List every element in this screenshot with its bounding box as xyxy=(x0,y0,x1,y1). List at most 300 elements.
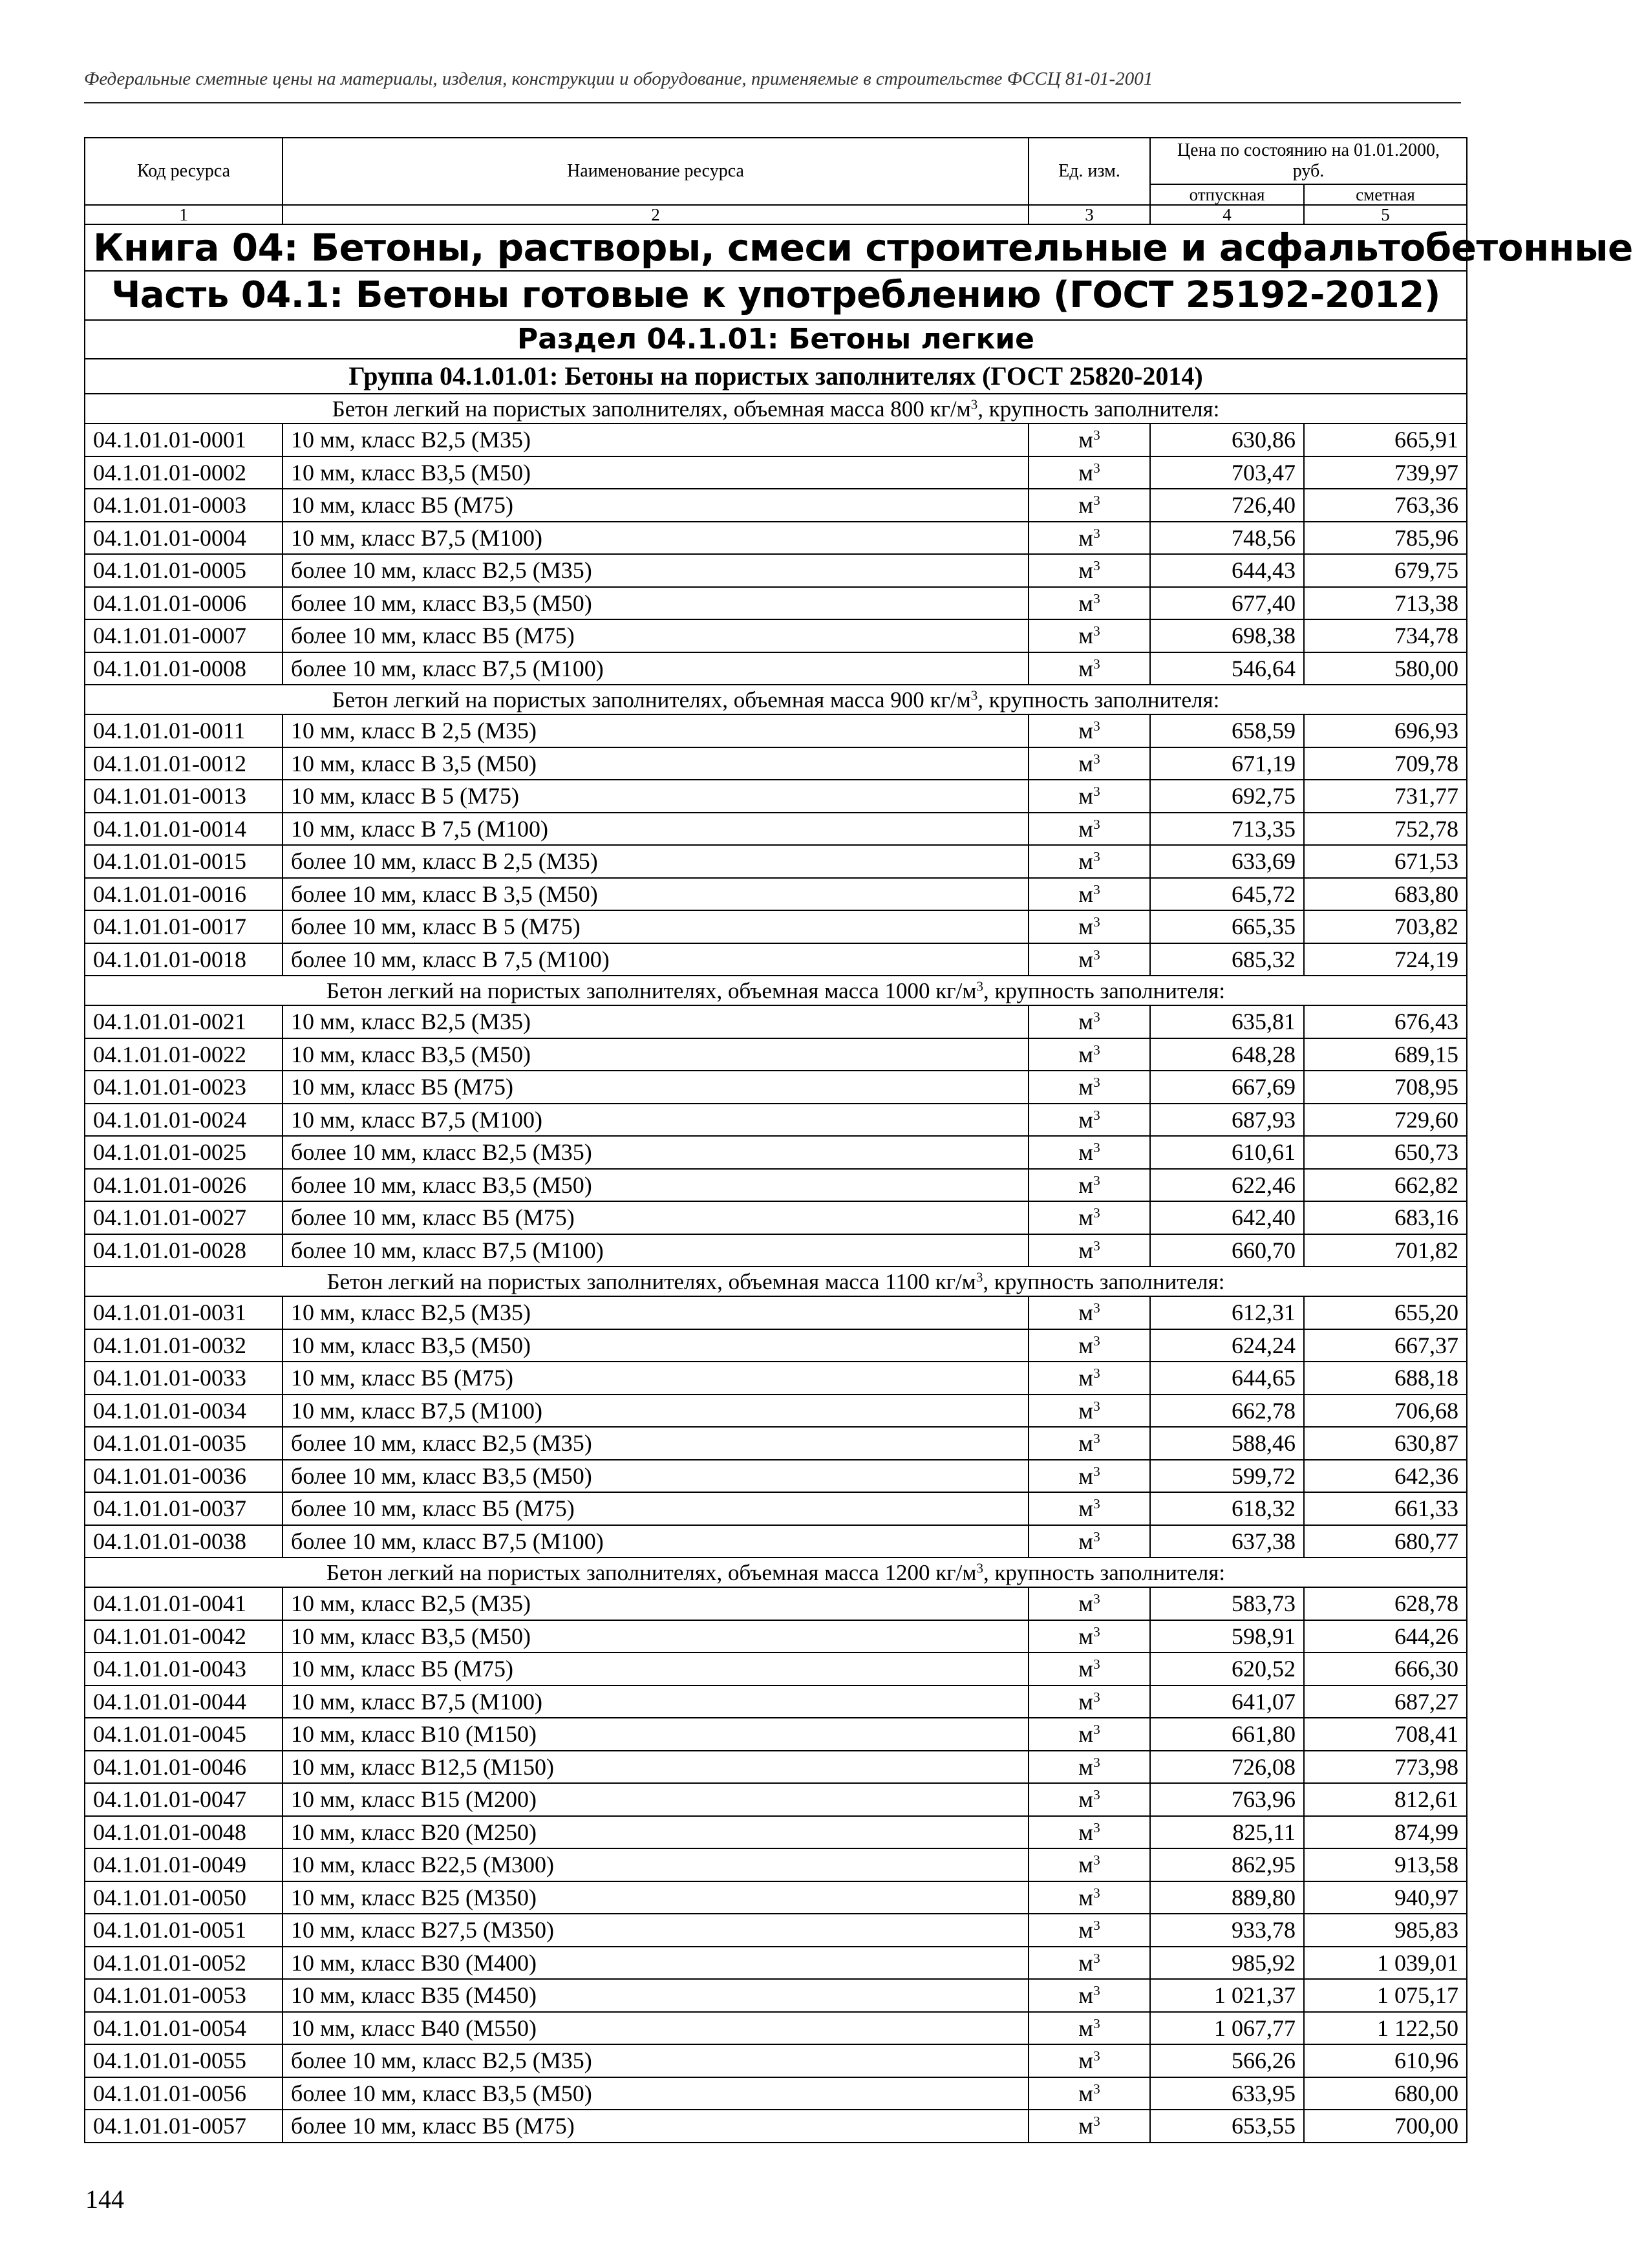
table-row xyxy=(85,2044,1467,2077)
release-price: 648,28 xyxy=(1150,1038,1304,1071)
resource-unit xyxy=(1029,1329,1150,1362)
unit-exponent: 3 xyxy=(1093,1787,1100,1803)
resource-name: 10 мм, класс В10 (М150) xyxy=(283,1718,1029,1751)
release-price: 685,32 xyxy=(1150,943,1304,976)
resource-name: 10 мм, класс В2,5 (М35) xyxy=(283,423,1029,456)
unit-exponent: 3 xyxy=(1093,1398,1100,1414)
release-price: 726,08 xyxy=(1150,1751,1304,1784)
table-row xyxy=(85,1783,1467,1816)
resource-name: 10 мм, класс В2,5 (М35) xyxy=(283,1005,1029,1038)
estimate-price: 706,68 xyxy=(1304,1395,1467,1428)
resource-code: 04.1.01.01-0047 xyxy=(85,1783,283,1816)
estimate-price: 687,27 xyxy=(1304,1685,1467,1718)
resource-name: 10 мм, класс В 7,5 (М100) xyxy=(283,813,1029,846)
resource-unit xyxy=(1029,1685,1150,1718)
resource-name: 10 мм, класс В25 (М350) xyxy=(283,1881,1029,1914)
release-price: 641,07 xyxy=(1150,1685,1304,1718)
block-heading-exponent: 3 xyxy=(970,687,978,703)
header-rule xyxy=(84,102,1461,103)
release-price: 687,93 xyxy=(1150,1104,1304,1137)
unit-text: м xyxy=(1078,1495,1093,1522)
estimate-price: 662,82 xyxy=(1304,1169,1467,1202)
table-row xyxy=(85,1104,1467,1137)
table-row xyxy=(85,1751,1467,1784)
resource-name: более 10 мм, класс В2,5 (М35) xyxy=(283,2044,1029,2077)
resource-name: 10 мм, класс В 5 (М75) xyxy=(283,780,1029,813)
block-heading-text: Бетон легкий на пористых заполнителях, объемная масса 1100 кг/м xyxy=(326,1268,976,1294)
page-number: 144 xyxy=(85,2185,124,2214)
resource-code: 04.1.01.01-0041 xyxy=(85,1587,283,1620)
resource-name: более 10 мм, класс В5 (М75) xyxy=(283,1201,1029,1234)
unit-text: м xyxy=(1078,1430,1093,1457)
resource-unit xyxy=(1029,2012,1150,2045)
col-header-code: Код ресурса xyxy=(85,138,283,205)
col-header-price: Цена по состоянию на 01.01.2000, руб. xyxy=(1150,138,1467,184)
table-row xyxy=(85,1234,1467,1267)
unit-exponent: 3 xyxy=(1093,1950,1100,1966)
unit-text: м xyxy=(1078,1009,1093,1035)
resource-code: 04.1.01.01-0057 xyxy=(85,2110,283,2143)
unit-text: м xyxy=(1078,750,1093,776)
unit-text: м xyxy=(1078,2113,1093,2139)
unit-text: м xyxy=(1078,1753,1093,1780)
resource-unit xyxy=(1029,1914,1150,1947)
table-row xyxy=(85,652,1467,685)
table-row xyxy=(85,619,1467,652)
unit-text: м xyxy=(1078,1332,1093,1358)
unit-text: м xyxy=(1078,1819,1093,1845)
unit-exponent: 3 xyxy=(1093,947,1100,963)
unit-exponent: 3 xyxy=(1093,1496,1100,1512)
resource-code: 04.1.01.01-0027 xyxy=(85,1201,283,1234)
unit-exponent: 3 xyxy=(1093,1528,1100,1545)
unit-text: м xyxy=(1078,623,1093,649)
resource-name: более 10 мм, класс В3,5 (М50) xyxy=(283,2077,1029,2110)
unit-text: м xyxy=(1078,1462,1093,1489)
column-number: 4 xyxy=(1150,205,1304,224)
resource-unit xyxy=(1029,2077,1150,2110)
resource-unit xyxy=(1029,780,1150,813)
estimate-price: 1 039,01 xyxy=(1304,1947,1467,1980)
resource-name: 10 мм, класс В5 (М75) xyxy=(283,1071,1029,1104)
resource-code: 04.1.01.01-0024 xyxy=(85,1104,283,1137)
release-price: 642,40 xyxy=(1150,1201,1304,1234)
table-row xyxy=(85,1848,1467,1881)
unit-exponent: 3 xyxy=(1093,590,1100,606)
unit-text: м xyxy=(1078,1656,1093,1682)
resource-code: 04.1.01.01-0052 xyxy=(85,1947,283,1980)
resource-unit xyxy=(1029,1751,1150,1784)
release-price: 624,24 xyxy=(1150,1329,1304,1362)
unit-exponent: 3 xyxy=(1093,1656,1100,1673)
unit-exponent: 3 xyxy=(1093,1332,1100,1349)
release-price: 637,38 xyxy=(1150,1525,1304,1558)
resource-name: 10 мм, класс В35 (М450) xyxy=(283,1979,1029,2012)
unit-text: м xyxy=(1078,1171,1093,1198)
release-price: 644,43 xyxy=(1150,554,1304,587)
unit-exponent: 3 xyxy=(1093,1689,1100,1705)
resource-unit xyxy=(1029,1587,1150,1620)
resource-unit xyxy=(1029,1296,1150,1329)
section-title-row xyxy=(85,320,1467,359)
resource-unit xyxy=(1029,943,1150,976)
block-heading-row xyxy=(85,976,1467,1005)
table-row xyxy=(85,456,1467,489)
unit-exponent: 3 xyxy=(1093,1237,1100,1254)
release-price: 633,69 xyxy=(1150,845,1304,878)
unit-text: м xyxy=(1078,492,1093,519)
table-row xyxy=(85,1620,1467,1653)
unit-text: м xyxy=(1078,1041,1093,1067)
unit-exponent: 3 xyxy=(1093,2048,1100,2064)
col-header-estimate: сметная xyxy=(1304,184,1467,205)
unit-exponent: 3 xyxy=(1093,1754,1100,1770)
resource-unit xyxy=(1029,2044,1150,2077)
resource-unit xyxy=(1029,1979,1150,2012)
resource-name: более 10 мм, класс В7,5 (М100) xyxy=(283,1234,1029,1267)
unit-exponent: 3 xyxy=(1093,1107,1100,1123)
resource-name: 10 мм, класс В7,5 (М100) xyxy=(283,1104,1029,1137)
resource-name: 10 мм, класс В7,5 (М100) xyxy=(283,1395,1029,1428)
estimate-price: 667,37 xyxy=(1304,1329,1467,1362)
group-title: Группа 04.1.01.01: Бетоны на пористых заполнителях (ГОСТ 25820-2014) xyxy=(85,359,1467,394)
estimate-price: 940,97 xyxy=(1304,1881,1467,1914)
unit-exponent: 3 xyxy=(1093,2015,1100,2031)
resource-unit xyxy=(1029,1169,1150,1202)
block-heading-row xyxy=(85,685,1467,714)
resource-unit xyxy=(1029,1653,1150,1685)
unit-text: м xyxy=(1078,1917,1093,1943)
table-row xyxy=(85,845,1467,878)
part-title-row xyxy=(85,271,1467,320)
estimate-price: 812,61 xyxy=(1304,1783,1467,1816)
unit-text: м xyxy=(1078,881,1093,907)
resource-unit xyxy=(1029,652,1150,685)
table-row xyxy=(85,2110,1467,2143)
block-heading-suffix: , крупность заполнителя: xyxy=(977,396,1220,422)
resource-code: 04.1.01.01-0026 xyxy=(85,1169,283,1202)
release-price: 1 067,77 xyxy=(1150,2012,1304,2045)
resource-unit xyxy=(1029,1816,1150,1849)
unit-exponent: 3 xyxy=(1093,558,1100,574)
resource-unit xyxy=(1029,619,1150,652)
resource-code: 04.1.01.01-0016 xyxy=(85,878,283,911)
unit-text: м xyxy=(1078,1623,1093,1649)
unit-exponent: 3 xyxy=(1093,1852,1100,1868)
resource-unit xyxy=(1029,1395,1150,1428)
block-heading xyxy=(85,685,1467,714)
resource-code: 04.1.01.01-0002 xyxy=(85,456,283,489)
table-row xyxy=(85,910,1467,943)
estimate-price: 773,98 xyxy=(1304,1751,1467,1784)
resource-unit xyxy=(1029,1005,1150,1038)
unit-exponent: 3 xyxy=(1093,1365,1100,1382)
release-price: 610,61 xyxy=(1150,1136,1304,1169)
release-price: 862,95 xyxy=(1150,1848,1304,1881)
release-price: 726,40 xyxy=(1150,489,1304,522)
resource-code: 04.1.01.01-0023 xyxy=(85,1071,283,1104)
resource-unit xyxy=(1029,714,1150,747)
resource-code: 04.1.01.01-0012 xyxy=(85,747,283,780)
table-row xyxy=(85,1914,1467,1947)
resource-name: более 10 мм, класс В7,5 (М100) xyxy=(283,652,1029,685)
resource-code: 04.1.01.01-0051 xyxy=(85,1914,283,1947)
unit-text: м xyxy=(1078,1721,1093,1748)
unit-text: м xyxy=(1078,1300,1093,1326)
estimate-price: 729,60 xyxy=(1304,1104,1467,1137)
release-price: 599,72 xyxy=(1150,1460,1304,1493)
table-row xyxy=(85,1492,1467,1525)
estimate-price: 671,53 xyxy=(1304,845,1467,878)
resource-name: 10 мм, класс В3,5 (М50) xyxy=(283,1038,1029,1071)
estimate-price: 785,96 xyxy=(1304,522,1467,555)
release-price: 671,19 xyxy=(1150,747,1304,780)
resource-code: 04.1.01.01-0044 xyxy=(85,1685,283,1718)
release-price: 653,55 xyxy=(1150,2110,1304,2143)
resource-name: более 10 мм, класс В3,5 (М50) xyxy=(283,1460,1029,1493)
release-price: 713,35 xyxy=(1150,813,1304,846)
unit-text: м xyxy=(1078,2048,1093,2074)
release-price: 635,81 xyxy=(1150,1005,1304,1038)
unit-text: м xyxy=(1078,1074,1093,1100)
book-title: Книга 04: Бетоны, растворы, смеси строительные и асфальтобетонные xyxy=(85,224,1467,271)
resource-code: 04.1.01.01-0006 xyxy=(85,587,283,620)
release-price: 763,96 xyxy=(1150,1783,1304,1816)
resource-unit xyxy=(1029,813,1150,846)
table-row xyxy=(85,1816,1467,1849)
block-heading-suffix: , крупность заполнителя: xyxy=(983,1559,1226,1585)
table-row xyxy=(85,554,1467,587)
estimate-price: 683,16 xyxy=(1304,1201,1467,1234)
resource-name: более 10 мм, класс В2,5 (М35) xyxy=(283,554,1029,587)
column-number: 3 xyxy=(1029,205,1150,224)
unit-exponent: 3 xyxy=(1093,525,1100,541)
unit-exponent: 3 xyxy=(1093,2113,1100,2130)
estimate-price: 689,15 xyxy=(1304,1038,1467,1071)
release-price: 645,72 xyxy=(1150,878,1304,911)
unit-text: м xyxy=(1078,783,1093,809)
unit-exponent: 3 xyxy=(1093,493,1100,509)
group-title-row xyxy=(85,359,1467,394)
release-price: 583,73 xyxy=(1150,1587,1304,1620)
resource-unit xyxy=(1029,1427,1150,1460)
resource-unit xyxy=(1029,747,1150,780)
unit-exponent: 3 xyxy=(1093,1431,1100,1447)
unit-text: м xyxy=(1078,1982,1093,2009)
block-heading-suffix: , крупность заполнителя: xyxy=(983,978,1226,1003)
col-header-release: отпускная xyxy=(1150,184,1304,205)
resource-code: 04.1.01.01-0048 xyxy=(85,1816,283,1849)
unit-text: м xyxy=(1078,914,1093,940)
estimate-price: 724,19 xyxy=(1304,943,1467,976)
table-row xyxy=(85,780,1467,813)
unit-text: м xyxy=(1078,1590,1093,1617)
block-heading xyxy=(85,1557,1467,1587)
resource-unit xyxy=(1029,1362,1150,1395)
resource-name: 10 мм, класс В30 (М400) xyxy=(283,1947,1029,1980)
estimate-price: 666,30 xyxy=(1304,1653,1467,1685)
unit-text: м xyxy=(1078,427,1093,453)
unit-exponent: 3 xyxy=(1093,2081,1100,2097)
resource-name: 10 мм, класс В 2,5 (М35) xyxy=(283,714,1029,747)
block-heading xyxy=(85,976,1467,1005)
estimate-price: 739,97 xyxy=(1304,456,1467,489)
unit-exponent: 3 xyxy=(1093,914,1100,930)
table-row xyxy=(85,1296,1467,1329)
col-header-name: Наименование ресурса xyxy=(283,138,1029,205)
estimate-price: 708,95 xyxy=(1304,1071,1467,1104)
resource-code: 04.1.01.01-0056 xyxy=(85,2077,283,2110)
unit-exponent: 3 xyxy=(1093,1623,1100,1640)
table-row xyxy=(85,714,1467,747)
resource-name: более 10 мм, класс В2,5 (М35) xyxy=(283,1136,1029,1169)
resource-code: 04.1.01.01-0049 xyxy=(85,1848,283,1881)
resource-unit xyxy=(1029,522,1150,555)
unit-text: м xyxy=(1078,1688,1093,1715)
resource-name: 10 мм, класс В12,5 (М150) xyxy=(283,1751,1029,1784)
resource-unit xyxy=(1029,587,1150,620)
resource-code: 04.1.01.01-0015 xyxy=(85,845,283,878)
table-row xyxy=(85,813,1467,846)
resource-code: 04.1.01.01-0042 xyxy=(85,1620,283,1653)
estimate-price: 580,00 xyxy=(1304,652,1467,685)
estimate-price: 700,00 xyxy=(1304,2110,1467,2143)
resource-name: более 10 мм, класс В3,5 (М50) xyxy=(283,1169,1029,1202)
block-heading-row xyxy=(85,1557,1467,1587)
block-heading-exponent: 3 xyxy=(976,978,983,994)
release-price: 622,46 xyxy=(1150,1169,1304,1202)
estimate-price: 874,99 xyxy=(1304,1816,1467,1849)
estimate-price: 731,77 xyxy=(1304,780,1467,813)
resource-name: более 10 мм, класс В 7,5 (М100) xyxy=(283,943,1029,976)
block-heading-text: Бетон легкий на пористых заполнителях, объемная масса 1200 кг/м xyxy=(326,1559,977,1585)
resource-unit xyxy=(1029,1136,1150,1169)
estimate-price: 1 122,50 xyxy=(1304,2012,1467,2045)
unit-exponent: 3 xyxy=(1093,1300,1100,1316)
resource-code: 04.1.01.01-0050 xyxy=(85,1881,283,1914)
block-heading xyxy=(85,1267,1467,1296)
release-price: 546,64 xyxy=(1150,652,1304,685)
estimate-price: 680,77 xyxy=(1304,1525,1467,1558)
estimate-price: 713,38 xyxy=(1304,587,1467,620)
unit-text: м xyxy=(1078,1106,1093,1133)
unit-text: м xyxy=(1078,1786,1093,1813)
resource-name: 10 мм, класс В3,5 (М50) xyxy=(283,1329,1029,1362)
table-header-row xyxy=(85,138,1467,184)
resource-unit xyxy=(1029,1947,1150,1980)
table-row xyxy=(85,943,1467,976)
part-title: Часть 04.1: Бетоны готовые к употреблению (ГОСТ 25192-2012) xyxy=(85,271,1467,320)
unit-exponent: 3 xyxy=(1093,1463,1100,1479)
estimate-price: 703,82 xyxy=(1304,910,1467,943)
block-heading-text: Бетон легкий на пористых заполнителях, объемная масса 800 кг/м xyxy=(332,396,971,422)
resource-unit xyxy=(1029,1525,1150,1558)
resource-name: более 10 мм, класс В7,5 (М100) xyxy=(283,1525,1029,1558)
unit-text: м xyxy=(1078,718,1093,744)
column-number: 5 xyxy=(1304,205,1467,224)
table-row xyxy=(85,1362,1467,1395)
estimate-price: 676,43 xyxy=(1304,1005,1467,1038)
price-table xyxy=(84,137,1633,2143)
block-heading-row xyxy=(85,1267,1467,1296)
resource-code: 04.1.01.01-0033 xyxy=(85,1362,283,1395)
estimate-price: 701,82 xyxy=(1304,1234,1467,1267)
resource-name: 10 мм, класс В 3,5 (М50) xyxy=(283,747,1029,780)
unit-exponent: 3 xyxy=(1093,751,1100,767)
unit-text: м xyxy=(1078,1139,1093,1166)
resource-code: 04.1.01.01-0055 xyxy=(85,2044,283,2077)
section-title: Раздел 04.1.01: Бетоны легкие xyxy=(85,320,1467,359)
unit-exponent: 3 xyxy=(1093,1591,1100,1607)
resource-name: 10 мм, класс В20 (М250) xyxy=(283,1816,1029,1849)
table-row xyxy=(85,489,1467,522)
unit-exponent: 3 xyxy=(1093,1172,1100,1188)
resource-code: 04.1.01.01-0036 xyxy=(85,1460,283,1493)
resource-unit xyxy=(1029,1848,1150,1881)
resource-name: более 10 мм, класс В 3,5 (М50) xyxy=(283,878,1029,911)
resource-name: более 10 мм, класс В3,5 (М50) xyxy=(283,587,1029,620)
unit-exponent: 3 xyxy=(1093,784,1100,800)
resource-name: 10 мм, класс В27,5 (М350) xyxy=(283,1914,1029,1947)
estimate-price: 913,58 xyxy=(1304,1848,1467,1881)
resource-name: 10 мм, класс В2,5 (М35) xyxy=(283,1296,1029,1329)
resource-unit xyxy=(1029,1783,1150,1816)
unit-exponent: 3 xyxy=(1093,1075,1100,1091)
resource-name: 10 мм, класс В5 (М75) xyxy=(283,489,1029,522)
unit-exponent: 3 xyxy=(1093,1885,1100,1901)
unit-text: м xyxy=(1078,655,1093,681)
resource-name: 10 мм, класс В7,5 (М100) xyxy=(283,522,1029,555)
resource-code: 04.1.01.01-0001 xyxy=(85,423,283,456)
block-heading-exponent: 3 xyxy=(976,1559,983,1576)
unit-text: м xyxy=(1078,459,1093,486)
unit-exponent: 3 xyxy=(1093,623,1100,639)
unit-exponent: 3 xyxy=(1093,460,1100,476)
resource-name: 10 мм, класс В22,5 (М300) xyxy=(283,1848,1029,1881)
estimate-price: 655,20 xyxy=(1304,1296,1467,1329)
table-row xyxy=(85,1979,1467,2012)
unit-exponent: 3 xyxy=(1093,881,1100,897)
estimate-price: 661,33 xyxy=(1304,1492,1467,1525)
estimate-price: 628,78 xyxy=(1304,1587,1467,1620)
resource-unit xyxy=(1029,1492,1150,1525)
estimate-price: 683,80 xyxy=(1304,878,1467,911)
block-heading-exponent: 3 xyxy=(970,396,978,412)
estimate-price: 752,78 xyxy=(1304,813,1467,846)
estimate-price: 644,26 xyxy=(1304,1620,1467,1653)
resource-code: 04.1.01.01-0032 xyxy=(85,1329,283,1362)
unit-text: м xyxy=(1078,1949,1093,1976)
resource-unit xyxy=(1029,489,1150,522)
resource-unit xyxy=(1029,456,1150,489)
block-heading xyxy=(85,394,1467,423)
unit-text: м xyxy=(1078,2015,1093,2041)
release-price: 1 021,37 xyxy=(1150,1979,1304,2012)
resource-name: 10 мм, класс В15 (М200) xyxy=(283,1783,1029,1816)
release-price: 658,59 xyxy=(1150,714,1304,747)
unit-text: м xyxy=(1078,1237,1093,1263)
col-header-unit: Ед. изм. xyxy=(1029,138,1150,205)
unit-text: м xyxy=(1078,1528,1093,1554)
unit-exponent: 3 xyxy=(1093,1819,1100,1835)
unit-text: м xyxy=(1078,524,1093,551)
resource-name: более 10 мм, класс В 2,5 (М35) xyxy=(283,845,1029,878)
resource-code: 04.1.01.01-0053 xyxy=(85,1979,283,2012)
resource-name: 10 мм, класс В2,5 (М35) xyxy=(283,1587,1029,1620)
resource-code: 04.1.01.01-0011 xyxy=(85,714,283,747)
resource-code: 04.1.01.01-0018 xyxy=(85,943,283,976)
table-row xyxy=(85,2077,1467,2110)
